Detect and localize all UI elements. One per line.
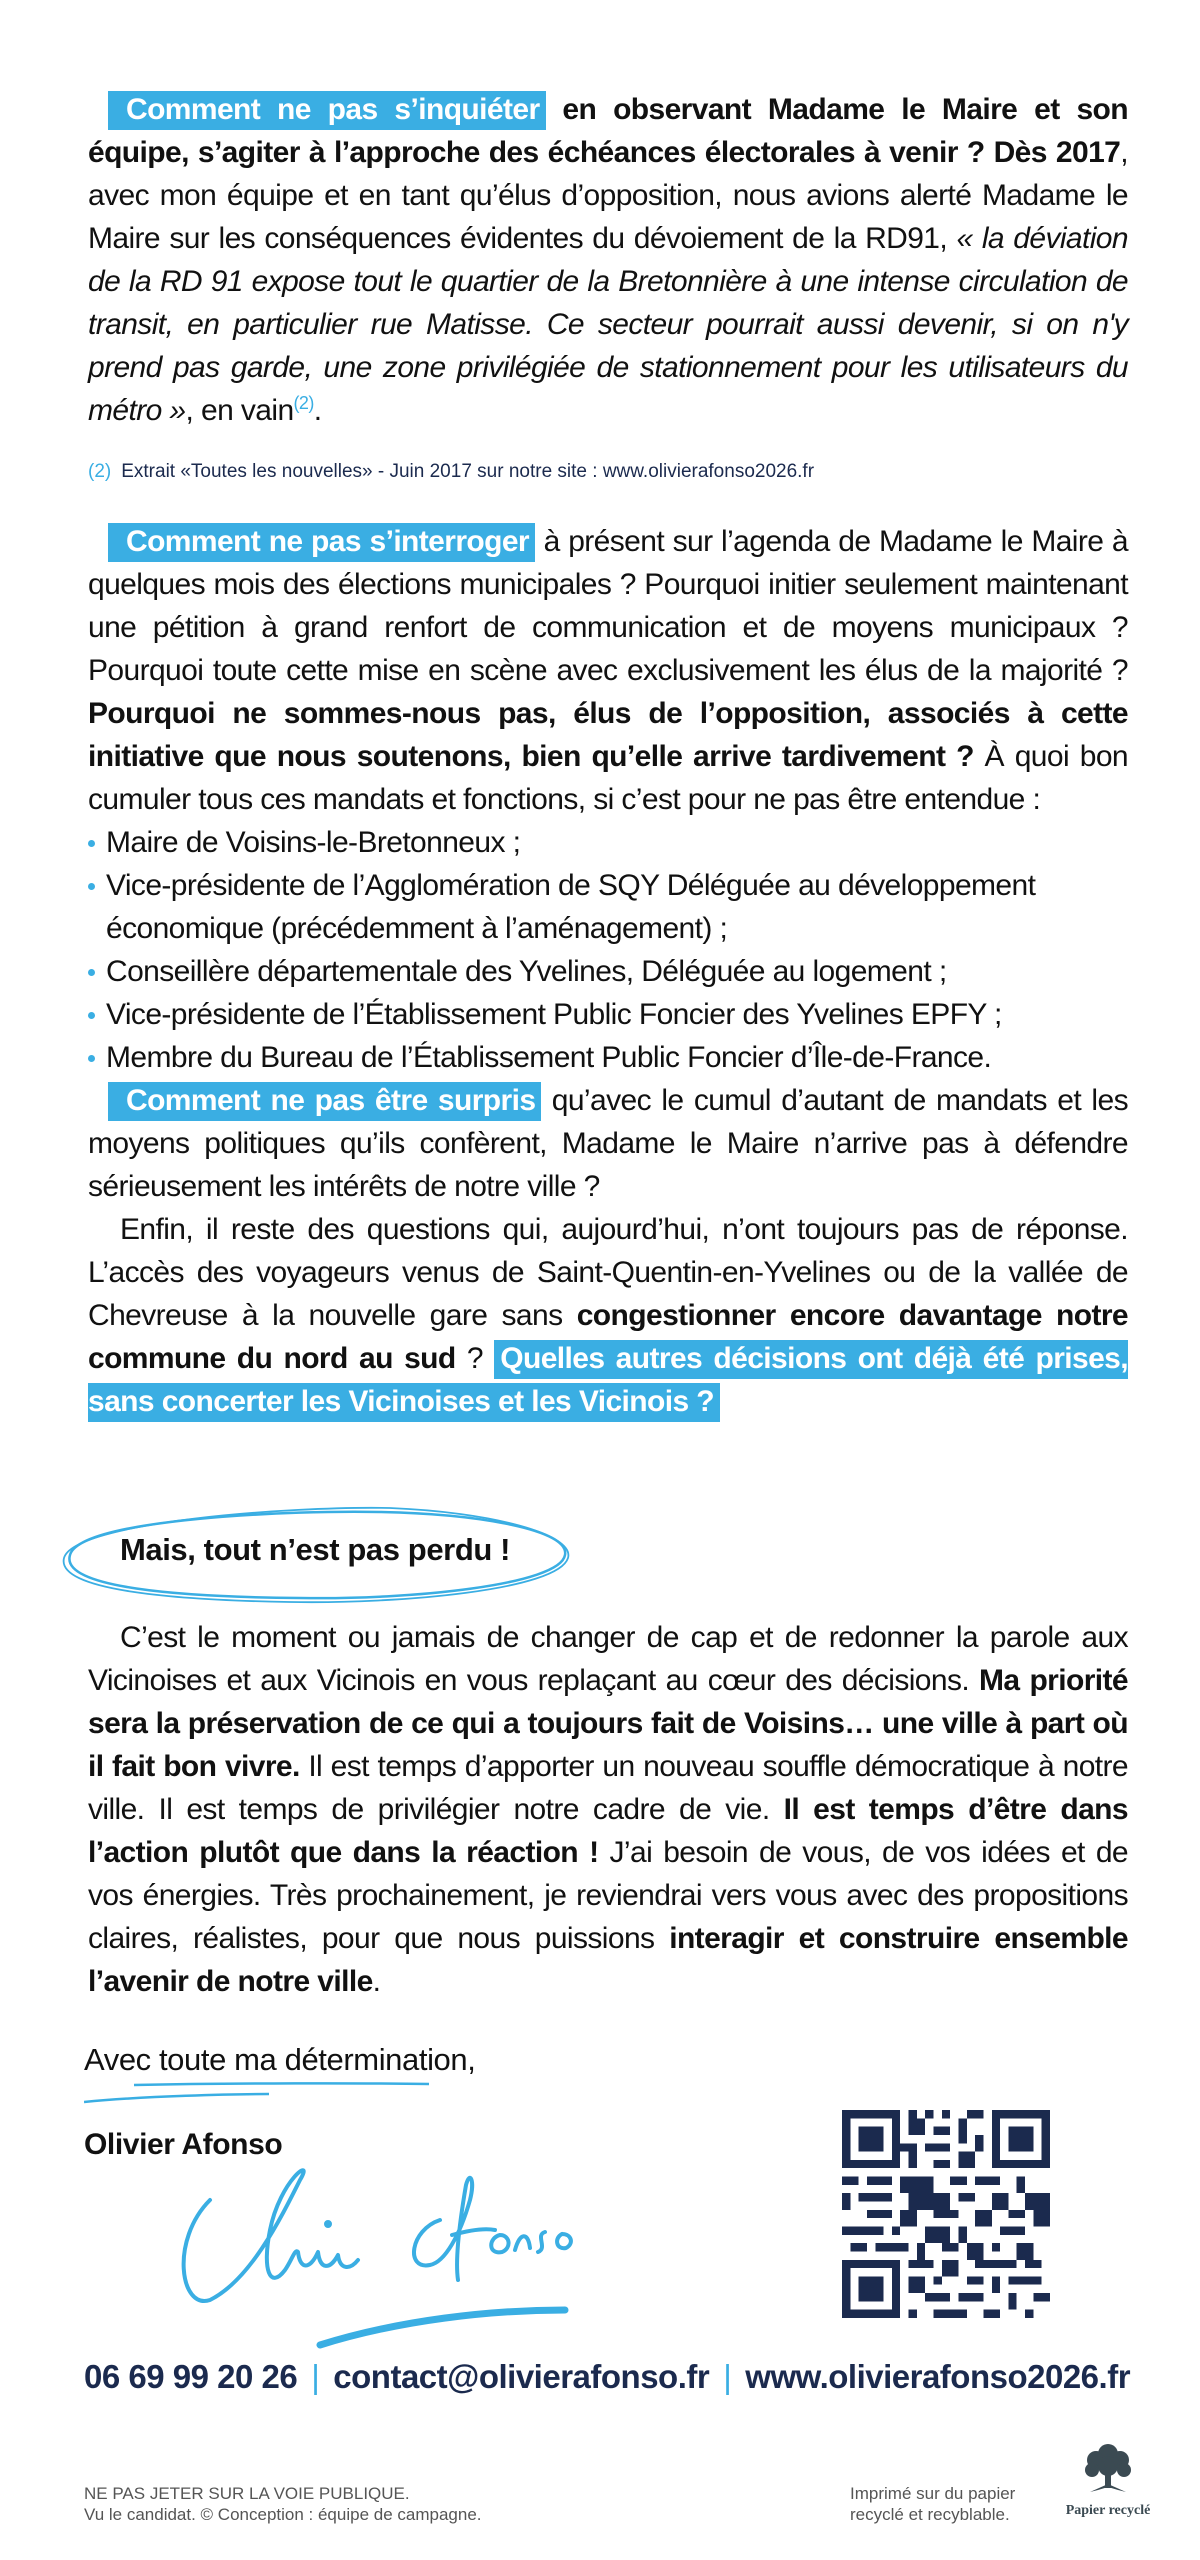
highlight-question: Quelles autres décisions ont déjà été prises, sans concerter les Vicinoises et les Vicinois ? bbox=[88, 1340, 1128, 1422]
body-text: , en vain bbox=[185, 394, 294, 427]
closing-text: Avec toute ma détermination, bbox=[84, 2042, 476, 2077]
separator: | bbox=[723, 2358, 732, 2395]
list-item: Maire de Voisins-le-Bretonneux ; bbox=[88, 821, 1128, 864]
body-text: C’est le moment ou jamais de changer de cap et de redonner la parole aux Vicinoises et aux Vicinois en vous replaçant au cœur des décisions. bbox=[88, 1621, 1128, 1697]
callout bbox=[50, 1500, 580, 1610]
underline-scribble-icon bbox=[84, 2080, 444, 2110]
phone-number[interactable]: 06 69 99 20 26 bbox=[84, 2358, 298, 2395]
quote-text: « la déviation de la RD 91 expose tout le quartier de la Bretonnière à une intense circulation de transit, en particulier rue Matisse. Ce secteur pourrait aussi devenir, si on n'y prend pas garde, une zone privilégiée de stationnement pour les utilisateurs du métro » bbox=[88, 222, 1128, 427]
bold-text: congestionner encore davantage notre commune du nord au sud bbox=[88, 1299, 1128, 1375]
highlight-heading: Comment ne pas s’inquiéter bbox=[108, 91, 546, 130]
separator: | bbox=[311, 2358, 320, 2395]
body-text: ? bbox=[455, 1342, 495, 1375]
legal-line: NE PAS JETER SUR LA VOIE PUBLIQUE. bbox=[84, 2484, 410, 2503]
bold-text: Pourquoi ne sommes-nous pas, élus de l’opposition, associés à cette initiative que nous soutenons, bien qu’elle arrive tardivement ? bbox=[88, 697, 1128, 773]
bold-text: interagir et construire ensemble l’avenir de notre ville bbox=[88, 1922, 1128, 1998]
list-item: Vice-présidente de l’Agglomération de SQY Déléguée au développement économique (précédemment à l’aménagement) ; bbox=[88, 864, 1128, 950]
recycled-paper-logo bbox=[1058, 2440, 1158, 2519]
body-text: Enfin, il reste des questions qui, aujourd’hui, n’ont toujours pas de réponse. L’accès des voyageurs venus de Saint-Quentin-en-Yvelines ou de la vallée de Chevreuse à la nouvelle gare sans bbox=[88, 1213, 1128, 1332]
email-link[interactable]: contact@olivierafonso.fr bbox=[333, 2358, 710, 2395]
body-text: , avec mon équipe et en tant qu’élus d’opposition, nous avions alerté Madame le Maire sur les conséquences évidentes du dévoiement de la RD91, bbox=[88, 136, 1128, 255]
bold-text: Ma priorité sera la préservation de ce qui a toujours fait de Voisins… une ville à part où il fait bon vivre. bbox=[88, 1664, 1128, 1783]
footnote-text: Extrait «Toutes les nouvelles» - Juin 2017 sur notre site : www.olivierafonso2026.fr bbox=[121, 461, 815, 482]
footnote-ref: (2) bbox=[293, 393, 314, 413]
mandates-list bbox=[88, 821, 1128, 1079]
website-link[interactable]: www.olivierafonso2026.fr bbox=[745, 2358, 1131, 2395]
bold-text: Il est temps d’être dans l’action plutôt que dans la réaction ! bbox=[88, 1793, 1128, 1869]
body-text: . bbox=[313, 394, 322, 427]
list-item: Conseillère départementale des Yvelines, Déléguée au logement ; bbox=[88, 950, 1128, 993]
print-note bbox=[850, 2483, 1015, 2525]
recycle-label: Papier recyclé bbox=[1065, 2503, 1151, 2518]
contact-bar bbox=[84, 2358, 1134, 2396]
footnote-number: (2) bbox=[88, 461, 112, 482]
callout-text: Mais, tout n’est pas perdu ! bbox=[119, 1532, 511, 1567]
body-text: Il est temps d’apporter un nouveau souffle démocratique à notre ville. Il est temps de privilégier notre cadre de vie. bbox=[88, 1750, 1128, 1826]
body-text: . bbox=[372, 1965, 381, 1998]
paragraph-5 bbox=[88, 1616, 1128, 2003]
paragraph-3 bbox=[88, 1079, 1128, 1208]
legal-notice bbox=[84, 2483, 482, 2525]
signature-icon bbox=[170, 2160, 670, 2360]
body-text: à présent sur l’agenda de Madame le Maire à quelques mois des élections municipales ? Pourquoi initier seulement maintenant une pétition à grand renfort de communication et de moyens municipaux ? Pourquoi toute cette mise en scène avec exclusivement les élus de la majorité ? bbox=[88, 525, 1128, 687]
print-note-line: Imprimé sur du papier bbox=[850, 2484, 1016, 2503]
list-item: Membre du Bureau de l’Établissement Public Foncier d’Île-de-France. bbox=[88, 1036, 1128, 1079]
highlight-heading: Comment ne pas s’interroger bbox=[108, 523, 535, 562]
tree-icon bbox=[1078, 2440, 1138, 2498]
print-note-line: recyclé et recyblable. bbox=[850, 2505, 1010, 2524]
highlight-heading: Comment ne pas être surpris bbox=[108, 1082, 541, 1121]
body-text: J’ai besoin de vous, de vos idées et de vos énergies. Très prochainement, je reviendrai vers vous avec des propositions claires, réalistes, pour que nous puissions bbox=[88, 1836, 1128, 1955]
footnote bbox=[88, 460, 1128, 484]
body-text: qu’avec le cumul d’autant de mandats et les moyens politiques qu’ils confèrent, Madame le Maire n’arrive pas à défendre sérieusement les intérêts de notre ville ? bbox=[88, 1084, 1128, 1203]
legal-line: Vu le candidat. © Conception : équipe de campagne. bbox=[84, 2505, 482, 2524]
paragraph-1 bbox=[88, 88, 1128, 432]
bold-text: en observant Madame le Maire et son équipe, s’agiter à l’approche des échéances électorales à venir ? Dès 2017 bbox=[88, 93, 1128, 169]
body-text: À quoi bon cumuler tous ces mandats et fonctions, si c’est pour ne pas être entendue : bbox=[88, 740, 1129, 816]
signatory-name: Olivier Afonso bbox=[84, 2128, 283, 2161]
list-item: Vice-présidente de l’Établissement Public Foncier des Yvelines EPFY ; bbox=[88, 993, 1128, 1036]
qr-code-icon[interactable] bbox=[842, 2110, 1050, 2318]
closing-line bbox=[84, 2042, 475, 2078]
paragraph-4 bbox=[88, 1208, 1128, 1423]
paragraph-2 bbox=[88, 520, 1128, 1423]
